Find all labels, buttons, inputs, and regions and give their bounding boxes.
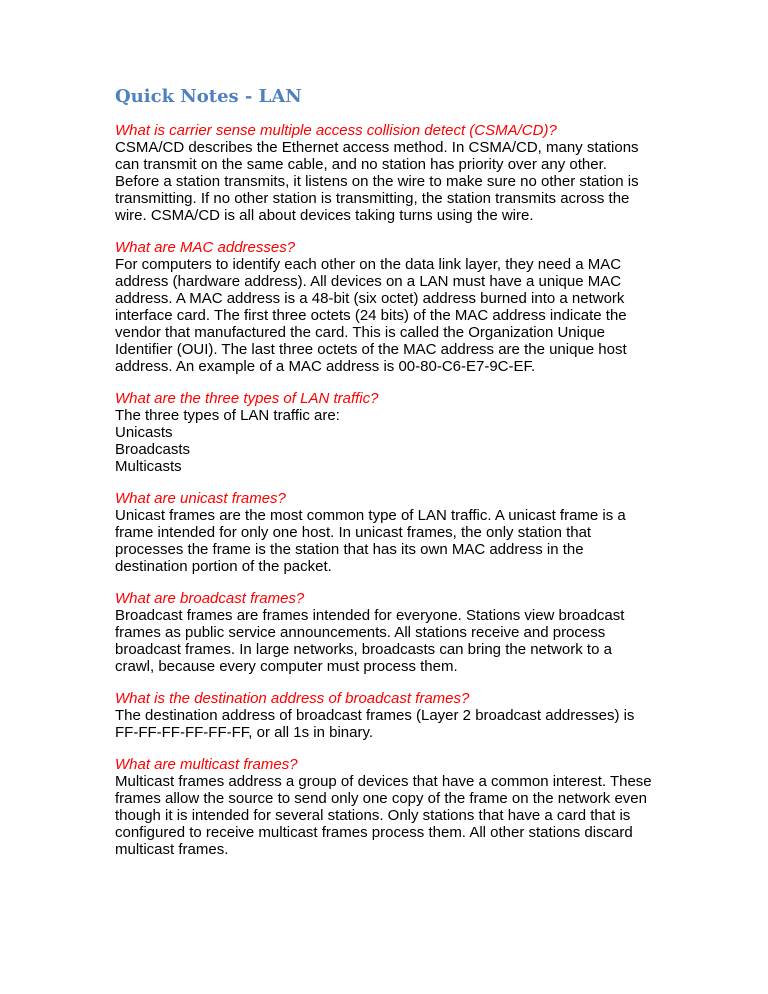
answer-line: Identifier (OUI). The last three octets of the MAC address are the unique host bbox=[115, 341, 627, 358]
answer-line: address. A MAC address is a 48-bit (six octet) address burned into a network bbox=[115, 290, 625, 307]
answer-line: interface card. The first three octets (24 bits) of the MAC address indicate the bbox=[115, 307, 627, 324]
answer-line: frames as public service announcements. All stations receive and process bbox=[115, 624, 606, 641]
question-heading: What are multicast frames? bbox=[115, 756, 298, 773]
answer-line: wire. CSMA/CD is all about devices taking turns using the wire. bbox=[115, 207, 534, 224]
answer-paragraph bbox=[115, 607, 660, 675]
question-heading: What are broadcast frames? bbox=[115, 590, 305, 607]
answer-line: Unicast frames are the most common type of LAN traffic. A unicast frame is a bbox=[115, 507, 626, 524]
answer-line: Before a station transmits, it listens on the wire to make sure no other station is bbox=[115, 173, 639, 190]
answer-line: FF-FF-FF-FF-FF-FF, or all 1s in binary. bbox=[115, 724, 374, 741]
answer-paragraph bbox=[115, 256, 660, 375]
question-heading: What are MAC addresses? bbox=[115, 239, 296, 256]
list-item: Unicasts bbox=[115, 424, 173, 441]
answer-paragraph bbox=[115, 139, 660, 224]
answer-line: The destination address of broadcast frames (Layer 2 broadcast addresses) is bbox=[115, 707, 635, 724]
answer-line: frame intended for only one host. In unicast frames, the only station that bbox=[115, 524, 592, 541]
answer-line: For computers to identify each other on the data link layer, they need a MAC bbox=[115, 256, 622, 273]
section-broadcast-destination bbox=[115, 690, 660, 741]
list-item: Multicasts bbox=[115, 458, 182, 475]
page-title: Quick Notes - LAN bbox=[115, 86, 302, 107]
answer-line: configured to receive multicast frames process them. All other stations discard bbox=[115, 824, 633, 841]
question-heading: What is the destination address of broadcast frames? bbox=[115, 690, 470, 707]
list-item: Broadcasts bbox=[115, 441, 191, 458]
answer-line: vendor that manufactured the card. This is called the Organization Unique bbox=[115, 324, 606, 341]
traffic-type-list bbox=[115, 424, 660, 475]
answer-line: crawl, because every computer must process them. bbox=[115, 658, 458, 675]
answer-intro: The three types of LAN traffic are: bbox=[115, 407, 340, 424]
section-multicast-frames bbox=[115, 756, 660, 858]
question-heading: What is carrier sense multiple access collision detect (CSMA/CD)? bbox=[115, 122, 557, 139]
answer-line: broadcast frames. In large networks, broadcasts can bring the network to a bbox=[115, 641, 612, 658]
answer-line: frames allow the source to send only one copy of the frame on the network even bbox=[115, 790, 647, 807]
answer-line: address (hardware address). All devices on a LAN must have a unique MAC bbox=[115, 273, 622, 290]
answer-paragraph bbox=[115, 507, 660, 575]
answer-paragraph bbox=[115, 773, 660, 858]
answer-line: address. An example of a MAC address is 00-80-C6-E7-9C-EF. bbox=[115, 358, 536, 375]
answer-line: though it is intended for several stations. Only stations that have a card that is bbox=[115, 807, 631, 824]
answer-line: can transmit on the same cable, and no station has priority over any other. bbox=[115, 156, 607, 173]
section-broadcast-frames bbox=[115, 590, 660, 675]
section-lan-traffic-types bbox=[115, 390, 660, 475]
answer-line: Multicast frames address a group of devices that have a common interest. These bbox=[115, 773, 652, 790]
answer-line: destination portion of the packet. bbox=[115, 558, 332, 575]
answer-line: transmitting. If no other station is transmitting, the station transmits across the bbox=[115, 190, 630, 207]
answer-line: CSMA/CD describes the Ethernet access method. In CSMA/CD, many stations bbox=[115, 139, 639, 156]
answer-line: Broadcast frames are frames intended for everyone. Stations view broadcast bbox=[115, 607, 625, 624]
section-unicast-frames bbox=[115, 490, 660, 575]
answer-line: processes the frame is the station that has its own MAC address in the bbox=[115, 541, 584, 558]
section-csma-cd bbox=[115, 122, 660, 224]
answer-line: multicast frames. bbox=[115, 841, 229, 858]
question-heading: What are the three types of LAN traffic? bbox=[115, 390, 379, 407]
answer-paragraph bbox=[115, 707, 660, 741]
question-heading: What are unicast frames? bbox=[115, 490, 286, 507]
section-mac-addresses bbox=[115, 239, 660, 375]
document-page bbox=[115, 85, 660, 873]
